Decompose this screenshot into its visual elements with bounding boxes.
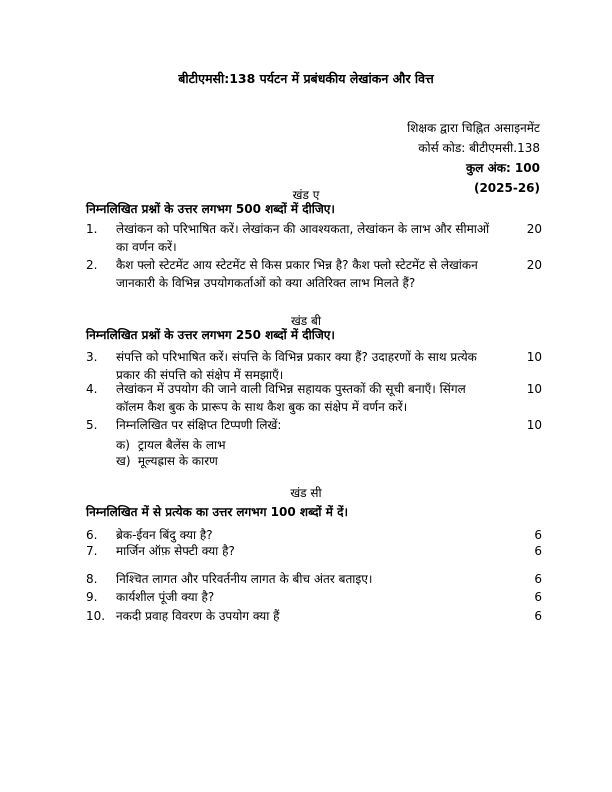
assignment-type: शिक्षक द्वारा चिह्नित असाइनमेंट [407,121,540,135]
section-a-instruction: निम्नलिखित प्रश्नों के उत्तर लगभग 500 शब्दों में दीजिए। [86,202,335,216]
question-marks: 20 [526,222,542,236]
question-marks: 10 [526,382,542,396]
question-number: 9. [86,590,98,604]
question-text: कार्यशील पूंजी क्या है? [116,590,215,604]
course-code: कोर्स कोड: बीटीएमसी.138 [418,141,540,155]
question-text: निश्चित लागत और परिवर्तनीय लागत के बीच अंतर बताइए। [116,572,373,586]
subitem-b [116,452,218,470]
question-marks: 10 [526,350,542,364]
question-text: संपत्ति को परिभाषित करें। संपत्ति के विभिन्न प्रकार क्या हैं? उदाहरणों के साथ प्रत्येक प्रकार की संपत्ति को संक्षेप में समझाएँ। [116,350,477,382]
section-c-heading: खंड सी [290,486,322,500]
question-number: 1. [86,222,98,236]
question-text: ब्रेक-ईवन बिंदु क्या है? [116,528,213,542]
question-marks: 10 [526,418,542,432]
question-number: 7. [86,544,98,558]
question-number: 5. [86,418,98,432]
section-c-instruction: निम्नलिखित में से प्रत्येक का उत्तर लगभग 100 शब्दों में दें। [86,505,348,519]
question-text: मार्जिन ऑफ़ सेफ्टी क्या है? [116,544,235,558]
question-number: 3. [86,350,98,364]
total-marks: कुल अंक: 100 [466,161,540,175]
question-marks: 6 [534,544,542,558]
section-b-heading: खंड बी [290,314,321,328]
section-b-instruction: निम्नलिखित प्रश्नों के उत्तर लगभग 250 शब्दों में दीजिए। [86,328,335,342]
question-marks: 6 [534,609,542,623]
question-text: नकदी प्रवाह विवरण के उपयोग क्या हैं [116,609,280,623]
subitem-label: ख) [116,454,131,468]
question-marks: 20 [526,258,542,272]
subitem-text: ट्रायल बैलेंस के लाभ [137,438,226,452]
session: (2025-26) [473,181,540,195]
question-text: निम्नलिखित पर संक्षिप्त टिप्पणी लिखें: [116,418,282,432]
question-text: लेखांकन को परिभाषित करें। लेखांकन की आवश्यकता, लेखांकन के लाभ और सीमाओं का वर्णन करें। [116,222,490,254]
subitem-label: क) [116,438,130,452]
question-number: 6. [86,528,98,542]
question-marks: 6 [534,572,542,586]
question-number: 2. [86,258,98,272]
question-number: 10. [86,609,106,623]
question-text: लेखांकन में उपयोग की जाने वाली विभिन्न सहायक पुस्तकों की सूची बनाएँ। सिंगल कॉलम कैश बुक के प्रारूप के साथ कैश बुक का संक्षेप में वर्णन करें। [116,382,466,414]
question-text: कैश फ्लो स्टेटमेंट आय स्टेटमेंट से किस प्रकार भिन्न है? कैश फ्लो स्टेटमेंट से लेखांकन जानकारी के विभिन्न उपयोगकर्ताओं को क्या अतिरिक्त लाभ मिलते हैं? [116,258,478,290]
document-title: बीटीएमसी:138 पर्यटन में प्रबंधकीय लेखांकन और वित्त [178,71,434,86]
question-marks: 6 [534,528,542,542]
question-number: 8. [86,572,98,586]
question-marks: 6 [534,590,542,604]
question-number: 4. [86,382,98,396]
section-a-heading: खंड ए [292,188,320,202]
subitem-text: मूल्यह्रास के कारण [137,454,218,468]
